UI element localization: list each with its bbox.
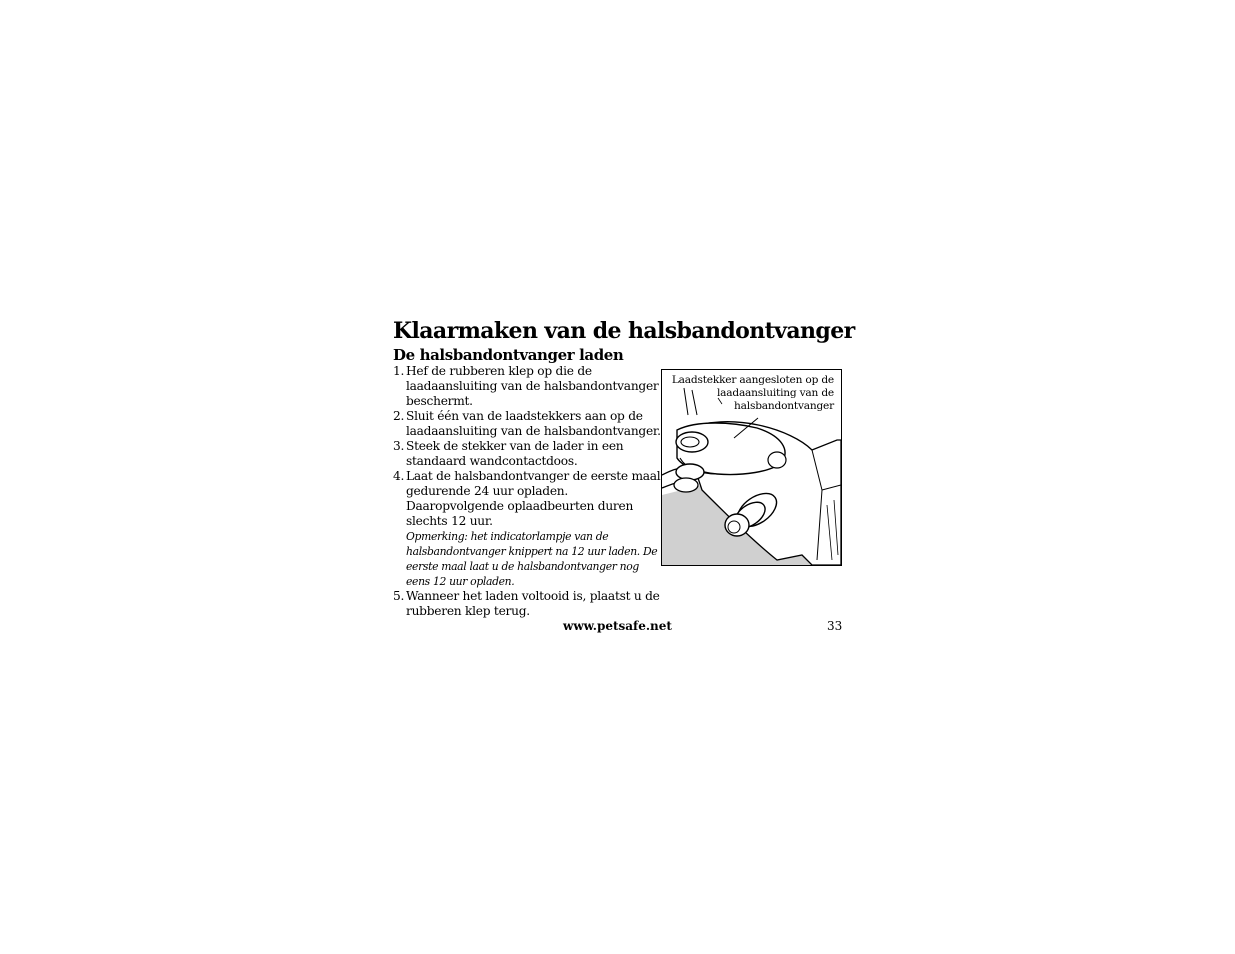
step-number: 1. bbox=[393, 364, 405, 378]
figure-callout: Laadstekker aangesloten op de laadaansluiting van de halsbandontvanger bbox=[671, 374, 834, 412]
charging-illustration bbox=[661, 369, 842, 566]
footer-url: www.petsafe.net bbox=[563, 619, 672, 633]
step-text: Sluit één van de laadstekkers aan op de laadaansluiting van de halsbandontvanger. bbox=[406, 409, 661, 438]
list-item bbox=[393, 409, 663, 439]
page-number: 33 bbox=[827, 619, 843, 633]
step-text: Wanneer het laden voltooid is, plaatst u de rubberen klep terug. bbox=[406, 589, 660, 618]
step-number: 4. bbox=[393, 469, 405, 483]
step-text: Laat de halsbandontvanger de eerste maal gedurende 24 uur opladen. Daaropvolgende oplaadbeurten duren slechts 12 uur. bbox=[406, 469, 661, 528]
list-item bbox=[393, 589, 663, 619]
charging-steps-list bbox=[393, 364, 663, 619]
step-number: 3. bbox=[393, 439, 405, 453]
list-item bbox=[393, 364, 663, 409]
section-title: De halsbandontvanger laden bbox=[393, 346, 624, 364]
step-note: Opmerking: het indicatorlampje van de halsbandontvanger knippert na 12 uur laden. De eerste maal laat u de halsbandontvanger nog eens 12 uur opladen. bbox=[406, 530, 658, 588]
page-title: Klaarmaken van de halsbandontvanger bbox=[393, 318, 855, 344]
list-item bbox=[393, 439, 663, 469]
step-number: 2. bbox=[393, 409, 405, 423]
list-item bbox=[393, 469, 663, 589]
step-text: Hef de rubberen klep op die de laadaansluiting van de halsbandontvanger beschermt. bbox=[406, 364, 659, 408]
step-text: Steek de stekker van de lader in een standaard wandcontactdoos. bbox=[406, 439, 624, 468]
step-number: 5. bbox=[393, 589, 405, 603]
